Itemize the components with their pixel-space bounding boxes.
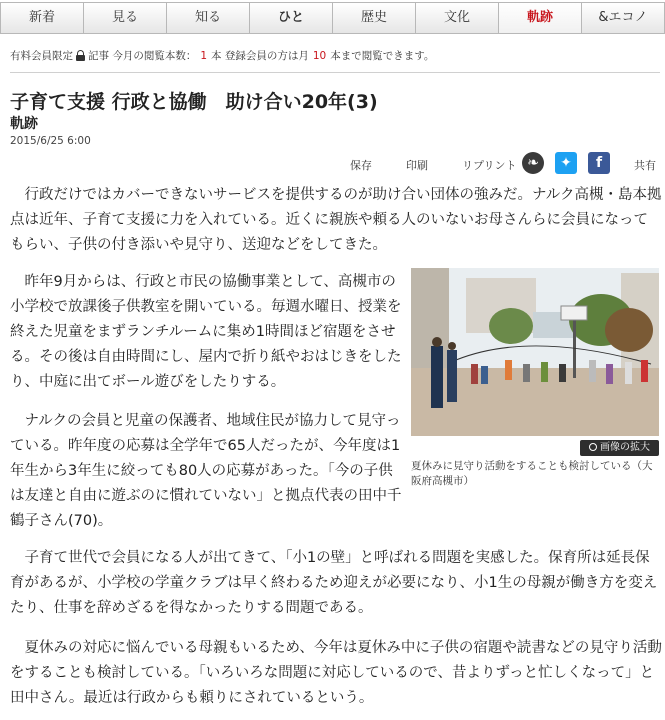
- member-notice-text-c: 本まで閲覧できます。: [330, 50, 435, 62]
- enlarge-image-button[interactable]: [580, 440, 659, 456]
- nav-divider: [0, 33, 665, 34]
- share-button[interactable]: 共有: [634, 159, 656, 172]
- lock-icon: [76, 50, 85, 61]
- paragraph: 夏休みの対応に悩んでいる母親もいるため、今年は夏休み中に子供の宿題や読書などの見守り活動をすることも検討している。「いろいろな問題に対応しているので、昔よりずっと忙しくなって」と田中さん。最近は行政からも頼りにされているという。: [10, 640, 662, 706]
- tab-kiseki[interactable]: 軌跡: [498, 2, 581, 34]
- article-title: 子育て支援 行政と協働 助け合い20年(3): [10, 91, 378, 113]
- tab-hito[interactable]: ひと: [249, 2, 332, 34]
- tab-bunka[interactable]: 文化: [415, 2, 498, 34]
- paragraph: 子育て世代で会員になる人が出てきて、「小1の壁」と呼ばれる問題を実感した。保育所は延長保育があるが、小学校の学童クラブは早く終わるため迎えが必要になり、小1生の母親が働き方を変えたり、仕事を辞めざるを得なかったりする問題である。: [10, 550, 658, 616]
- monthly-limit: 10: [312, 49, 327, 62]
- twitter-icon[interactable]: ✦: [555, 152, 577, 174]
- evernote-icon[interactable]: ❧: [522, 152, 544, 174]
- enlarge-label: 画像の拡大: [600, 442, 650, 453]
- print-button[interactable]: 印刷: [406, 159, 428, 172]
- schoolyard-photo: [411, 268, 659, 436]
- tab-rekishi[interactable]: 歴史: [332, 2, 415, 34]
- magnifier-icon: [589, 443, 597, 451]
- member-notice-text-a: 記事 今月の閲覧本数：: [88, 50, 197, 62]
- paragraph: ナルクの会員と児童の保護者、地域住民が協力して見守っている。昨年度の応募は全学年で65人だったが、今年度は1年生から3年生に絞っても80人の応募があった。「今の子供は友達と自由に遊ぶのに慣れていない」と拠点代表の田中千鶴子さん(70)。: [10, 413, 402, 529]
- viewed-count: 1: [200, 49, 208, 62]
- article-photo[interactable]: [411, 268, 659, 436]
- tab-miru[interactable]: 見る: [83, 2, 166, 34]
- tab-shinchaku[interactable]: 新着: [0, 2, 83, 34]
- category-nav: [0, 0, 665, 34]
- paragraph: 行政だけではカバーできないサービスを提供するのが助け合い団体の強みだ。ナルク高槻・島本拠点は近年、子育て支援に力を入れている。近くに親族や頼る人のいないお母さんらに会員になってもらい、子供の付き添いや見守り、送迎などをしてきた。: [10, 187, 662, 253]
- member-notice: [10, 48, 434, 63]
- member-notice-text-b: 本 登録会員の方は月: [211, 50, 309, 62]
- paragraph: 昨年9月からは、行政と市民の協働事業として、高槻市の小学校で放課後子供教室を開いている。毎週水曜日、授業を終えた児童をまずランチルームに集め1時間ほど宿題をさせる。その後は自由時間にし、屋内で折り紙やおはじきをしたり、中庭に出てボール遊びをしたりする。: [10, 274, 402, 390]
- member-only-label: 有料会員限定: [10, 50, 73, 62]
- tab-shiru[interactable]: 知る: [166, 2, 249, 34]
- divider: [10, 72, 660, 73]
- facebook-icon[interactable]: f: [588, 152, 610, 174]
- article-category[interactable]: 軌跡: [10, 116, 38, 132]
- photo-caption: 夏休みに見守り活動をすることも検討している（大阪府高槻市）: [411, 460, 653, 487]
- reprint-button[interactable]: リプリント: [462, 159, 517, 172]
- article-tools: [0, 151, 665, 177]
- tab-econo[interactable]: &エコノ: [581, 2, 665, 34]
- save-button[interactable]: 保存: [350, 159, 372, 172]
- article-date: 2015/6/25 6:00: [10, 135, 91, 147]
